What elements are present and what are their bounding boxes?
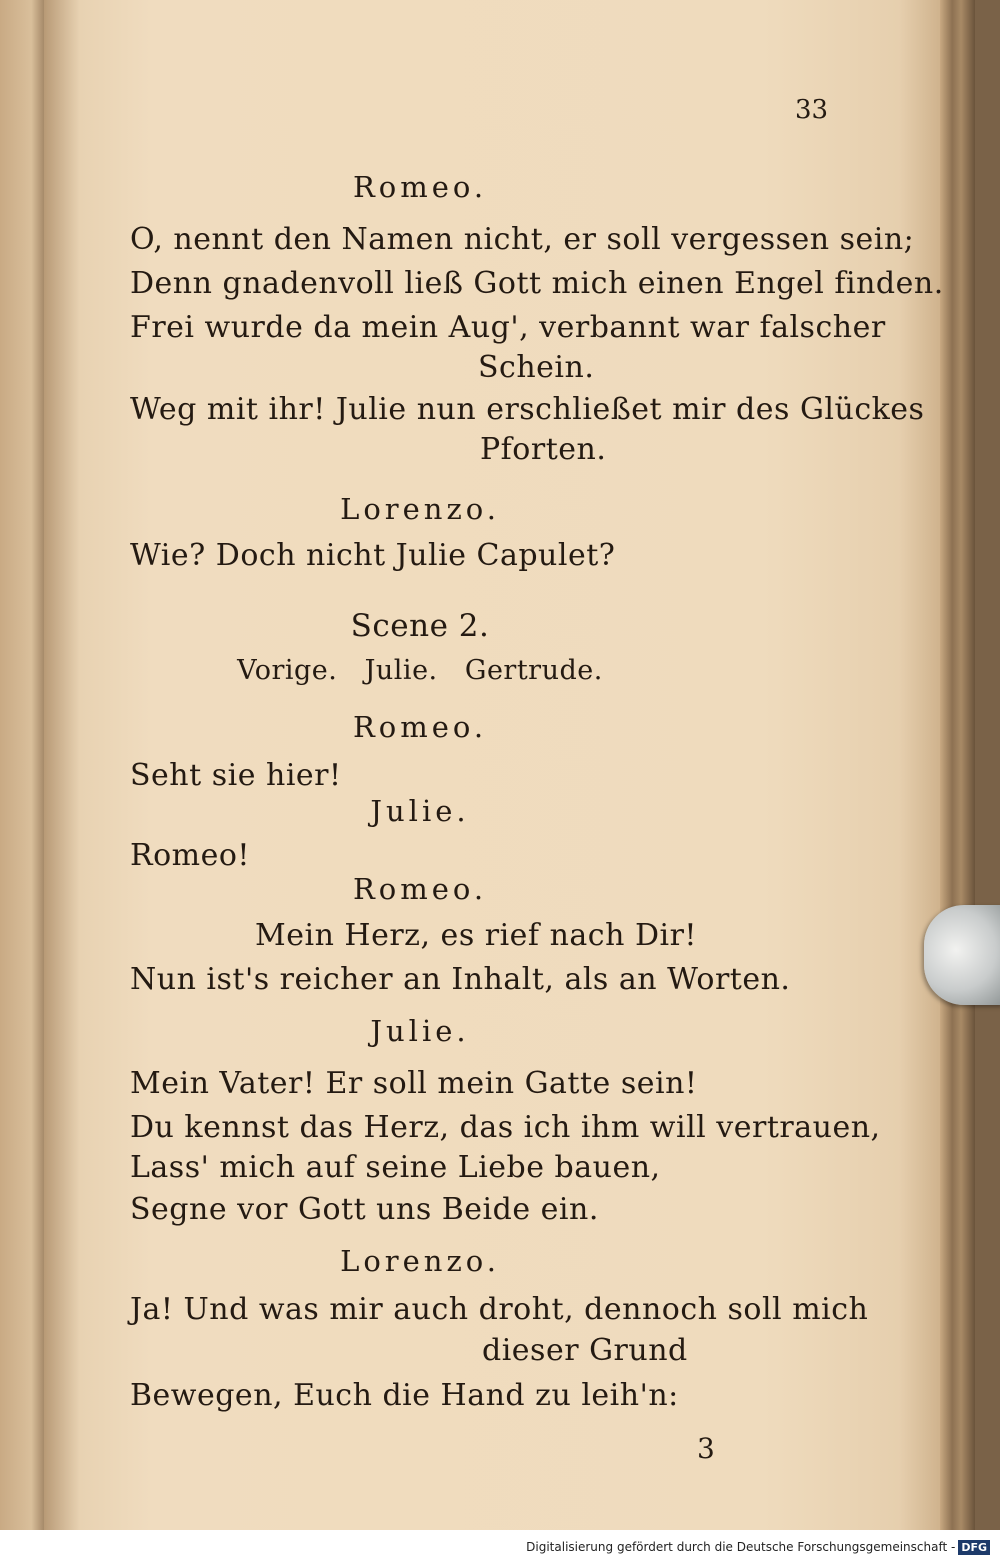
- verse-line: Lass' mich auf seine Liebe bauen,: [130, 1150, 661, 1185]
- verse-line-continuation: Pforten.: [480, 432, 607, 467]
- verse-line: Weg mit ihr! Julie nun erschließet mir des Glückes: [130, 392, 925, 427]
- verse-line: O, nennt den Namen nicht, er soll vergessen sein;: [130, 222, 915, 257]
- verse-line-continuation: dieser Grund: [482, 1333, 688, 1368]
- verse-line: Du kennst das Herz, das ich ihm will vertrauen,: [130, 1110, 881, 1145]
- verse-line: Wie? Doch nicht Julie Capulet?: [130, 538, 616, 573]
- footer-text: Digitalisierung gefördert durch die Deutsche Forschungsgemeinschaft -: [526, 1540, 956, 1554]
- verse-line: Mein Vater! Er soll mein Gatte sein!: [130, 1066, 698, 1101]
- speaker-label: Romeo.: [352, 170, 488, 204]
- speaker-label: Julie.: [370, 794, 470, 828]
- footer-note: [526, 1540, 990, 1555]
- speaker-label: Lorenzo.: [340, 1244, 500, 1278]
- verse-line: Frei wurde da mein Aug', verbannt war falscher: [130, 310, 886, 345]
- verse-line: Seht sie hier!: [130, 758, 342, 793]
- page-number: 33: [795, 95, 829, 125]
- verse-line: Denn gnadenvoll ließ Gott mich einen Engel finden.: [130, 266, 944, 301]
- speaker-label: Lorenzo.: [340, 492, 500, 526]
- signature-mark: 3: [697, 1432, 715, 1465]
- verse-line: Ja! Und was mir auch droht, dennoch soll mich: [130, 1292, 869, 1327]
- speaker-label: Romeo.: [352, 872, 488, 906]
- verse-line: Romeo!: [130, 838, 250, 873]
- dfg-logo: DFG: [958, 1540, 990, 1555]
- speaker-label: Romeo.: [352, 710, 488, 744]
- scene-label: Scene 2.: [350, 608, 490, 644]
- persons-label: Vorige. Julie. Gertrude.: [237, 655, 603, 686]
- verse-line: Nun ist's reicher an Inhalt, als an Worten.: [130, 962, 791, 997]
- verse-line: Bewegen, Euch die Hand zu leih'n:: [130, 1378, 679, 1413]
- clamp-clip: [924, 905, 1000, 1005]
- verse-line: Segne vor Gott uns Beide ein.: [130, 1192, 599, 1227]
- speaker-label: Julie.: [370, 1014, 470, 1048]
- verse-line: Mein Herz, es rief nach Dir!: [255, 918, 697, 953]
- page-block-edge: [940, 0, 975, 1530]
- verse-line-continuation: Schein.: [478, 350, 595, 385]
